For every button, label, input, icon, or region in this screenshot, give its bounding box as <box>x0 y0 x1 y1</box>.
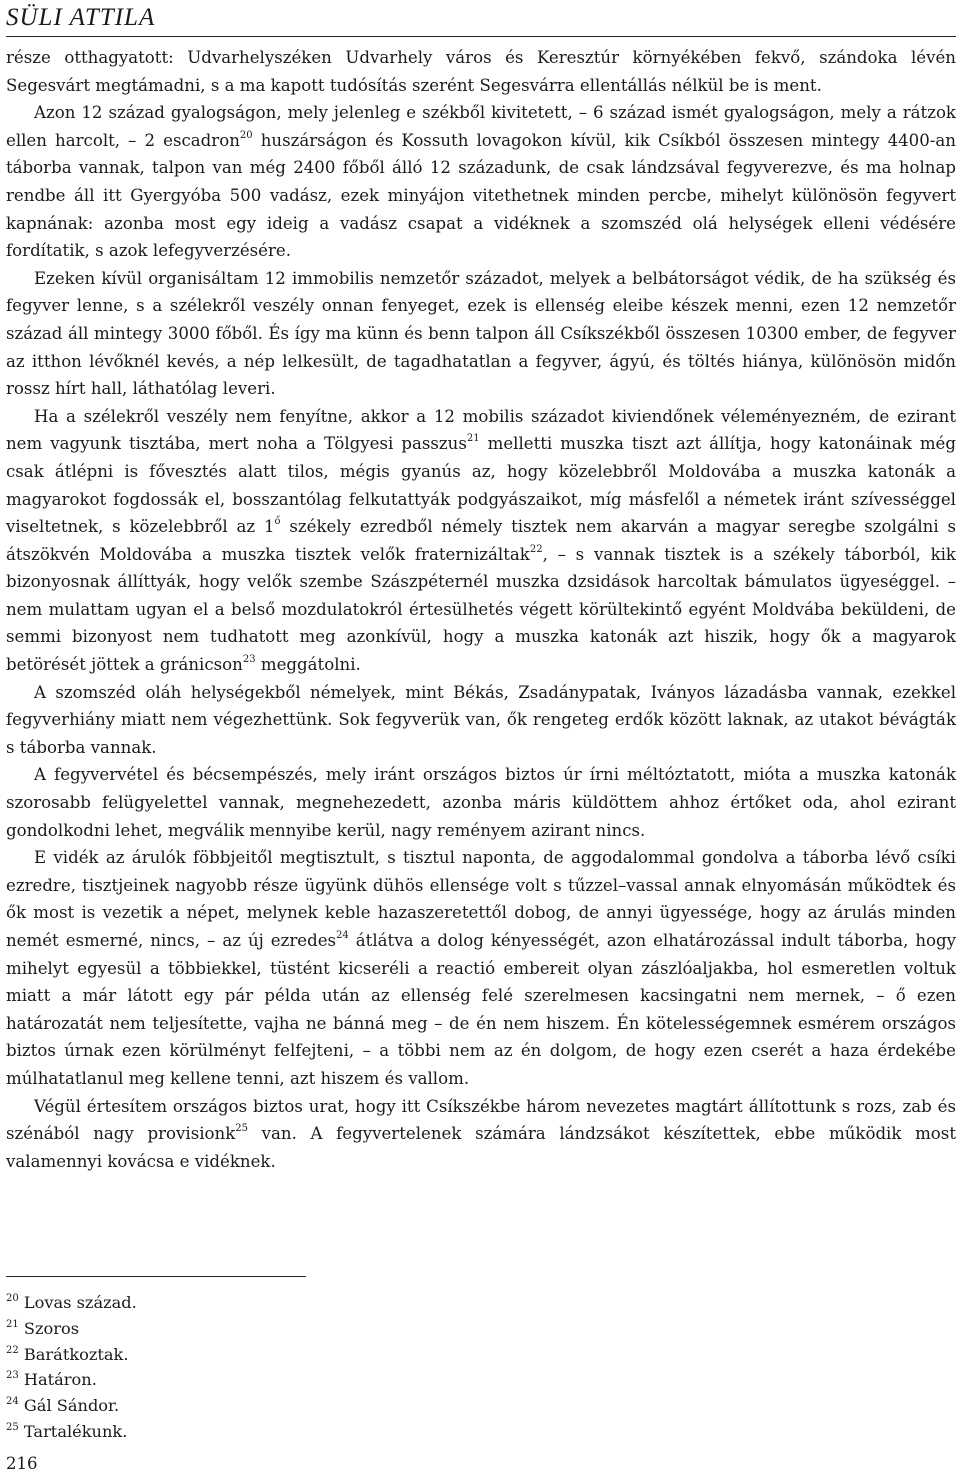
footnote <box>6 1419 606 1445</box>
footnote-text: Tartalékunk. <box>18 1421 128 1441</box>
header-rule <box>6 36 956 37</box>
paragraph <box>6 1093 956 1176</box>
paragraph <box>6 99 956 265</box>
paragraph-text: van. A fegyvertelenek számára lándzsákot készítettek, ebbe működik most valamennyi kovácsa e vidéknek. <box>6 1124 956 1171</box>
page-number: 216 <box>6 1454 38 1473</box>
paragraph-text: huszárságon és Kossuth lovagokon kívül, kik Csíkból összesen mintegy 4400-an táborba vannak, talpon van még 2400 főből álló 12 századunk, de csak lándzsával fegyverezve, és ma holnap rendbe áll itt Gyergyóba 500 vadász, ezek minyájon vitethetnek minden percbe, mihelyt különösön fegyvert kapnának: azonba most egy ideig a vadász csapat a vidéknek a szomszéd olá helységek elleni védésére fordítatik, s azok lefegyverzésére. <box>6 130 956 261</box>
footnotes <box>6 1290 606 1445</box>
paragraph-text: része otthagyatott: Udvarhelyszéken Udvarhely város és Keresztúr környékében fekvő, szándoka lévén Segesvárt megtámadni, s a ma kapott tudósítás szerént Segesvárra ellentállás nélkül be is ment. <box>6 48 956 95</box>
footnote <box>6 1290 606 1316</box>
paragraph-text: Ha a szélekről veszély nem fenyítne, akkor a 12 mobilis századot kiviendőnek véleményezném, de ezirant nem vagyunk tisztába, mert noha a Tölgyesi passzus <box>6 406 956 454</box>
footnote <box>6 1367 606 1393</box>
footnote-number: 25 <box>6 1421 19 1433</box>
footnote <box>6 1342 606 1368</box>
paragraph <box>6 679 956 762</box>
footnote-number: 21 <box>6 1318 19 1330</box>
footnote-number: 22 <box>6 1344 19 1356</box>
footnote-text: Barátkoztak. <box>18 1344 129 1364</box>
paragraph-text: A fegyvervétel és bécsempészés, mely iránt országos biztos úr írni méltóztatott, mióta a muszka katonák szorosabb felügyelettel vannak, megnehezedett, azonba máris küldöttem ahhoz értőket oda, ahol ezirant gondolkodni lehet, megválik mennyibe kerül, nagy reményem azirant nincs. <box>6 765 956 840</box>
paragraph-text: , – s vannak tisztek is a székely táborból, kik bizonyosnak állíttyák, hogy velők szembe Szászpéternél muszka dzsidások harcoltak bámulatos ügyeséggel. – nem mulattam ugyan el a belső mozdulatokról értesülhetés végett körültekintő egyént Moldvába beküldeni, de semmi bizonyost nem tudhatott meg azonkívül, hogy a muszka katonák azt hiszik, hogy ők a magyarok betörését jöttek a gránicson <box>6 544 956 675</box>
footnote-reference: 20 <box>239 129 253 141</box>
paragraph <box>6 403 956 679</box>
footnote-text: Lovas század. <box>18 1293 137 1312</box>
paragraph <box>6 761 956 844</box>
footnote-reference: 21 <box>466 433 480 445</box>
footnote-text: Szoros <box>18 1318 80 1338</box>
footnote-number: 20 <box>6 1293 19 1304</box>
paragraph-text: székely ezredből némely tisztek nem akarván a magyar seregbe szolgálni s átszökvén Moldovába a muszka tisztek velők fraternizáltak <box>6 517 956 564</box>
paragraph-text: Ezeken kívül organisáltam 12 immobilis nemzetőr századot, melyek a belbátorságot védik, de ha szükség és fegyver lenne, s a szélekről veszély onnan fenyeget, ezek is ellenség eleibe készek menni, ezen 12 nemzetőr század áll mintegy 3000 főből. És így ma künn és benn talpon áll Csíkszékből összesen 10300 ember, de fegyver az itthon lévőknél kevés, a nép lelkesült, de tagadhatatlan a fegyver, ágyú, és töltés hiánya, különösön midőn rossz hírt hall, láthatólag leveri. <box>6 268 956 399</box>
footnote-text: Gál Sándor. <box>18 1396 120 1416</box>
paragraph-text: A szomszéd oláh helységekből némelyek, mint Békás, Zsadánypatak, Iványos lázadásba vannak, ezekkel fegyverhiány miatt nem végezhettünk. Sok fegyverük van, ők rengeteg erdők között laknak, az utakot bévágták s táborba vannak. <box>6 682 956 757</box>
paragraph-text: melletti muszka tiszt azt állítja, hogy katonáinak még csak átlépni is fővesztés alatt tilos, mégis gyanús az, hogy közelebbről Moldovába a muszka katonák a magyarokot fogdossák el, bosszantólag felkutattyák podgyászaikot, míg másfelől a németek iránt szívességgel viseltetnek, s közelebbről az 1 <box>6 434 956 537</box>
footnote <box>6 1316 606 1342</box>
footnote-reference: ő <box>274 516 281 528</box>
footnote-separator <box>6 1276 306 1277</box>
paragraph-text: meggátolni. <box>255 655 361 675</box>
footnote <box>6 1393 606 1419</box>
footnote-reference: 25 <box>235 1123 248 1135</box>
paragraph <box>6 844 956 1092</box>
footnote-number: 23 <box>6 1370 19 1382</box>
footnote-reference: 22 <box>529 543 543 555</box>
footnote-number: 24 <box>6 1396 19 1408</box>
paragraph-text: E vidék az árulók föbbjeitől megtisztult, s tisztul naponta, de aggodalommal gondolva a táborba lévő csíki ezredre, tisztjeinek nagyobb része ügyünk dühös ellensége volt s tűzzel–vassal annak elnyomásán működtek és ők most is vezetik a népet, melynek keble hazaszeretettől dobog, de annyi ügyessége, hogy az árulás minden nemét esmerné, nincs, – az új ezredes <box>6 848 956 950</box>
running-header-title: SÜLI ATTILA <box>6 4 156 31</box>
paragraph <box>6 265 956 403</box>
footnote-text: Határon. <box>18 1370 97 1390</box>
footnote-reference: 24 <box>336 930 349 941</box>
body-text <box>6 44 956 1175</box>
paragraph-text: átlátva a dolog kényességét, azon elhatározással indult táborba, hogy mihelyt egyesül a többiekkel, tüstént kicseréli a reactió embereit olyan zászlóaljakba, hol esmeretlen voltuk miatt a már látott egy pár példa után az ellenség felé szerelmesen kacsingatni nem mernek, – ő ezen határozatát nem teljesítette, vajha ne bánná meg – de én nem hiszem. Én kötelességemnek esmérem országos biztos úrnak ezen körülményt felfejteni, – a többi nem az én dolgom, de hogy ezen cserét a haza érdekébe múlhatatlanul meg kellene tenni, azt hiszem és vallom. <box>6 931 956 1088</box>
paragraph <box>6 44 956 99</box>
footnote-reference: 23 <box>242 654 256 666</box>
paragraph-text: Végül értesítem országos biztos urat, hogy itt Csíkszékbe három nevezetes magtárt állítottunk s rozs, zab és szénából nagy provisionk <box>6 1096 956 1144</box>
paragraph-text: Azon 12 század gyalogságon, mely jelenleg e székből kivitetett, – 6 század ismét gyalogságon, mely a rátzok ellen harcolt, – 2 escadron <box>6 103 956 150</box>
